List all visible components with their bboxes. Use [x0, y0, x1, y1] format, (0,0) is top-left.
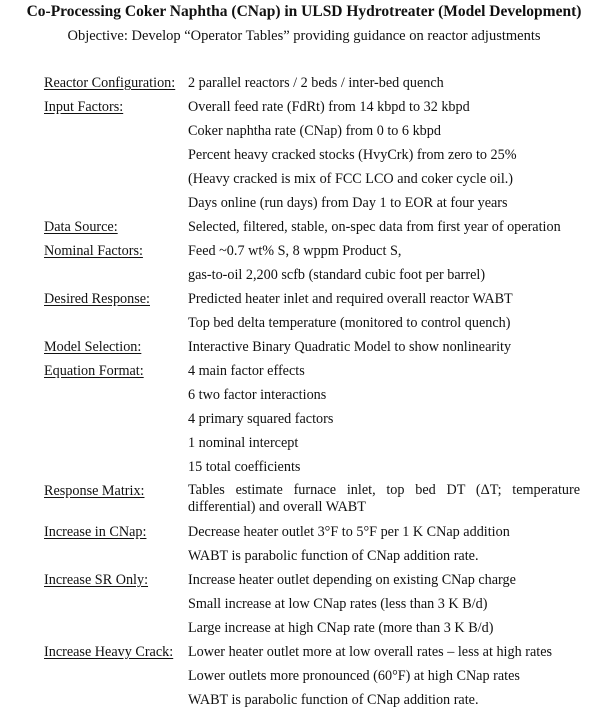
- section-value: Increase heater outlet depending on existing CNap charge: [188, 572, 516, 588]
- section-value: WABT is parabolic function of CNap addition rate.: [188, 548, 479, 564]
- section-label: Desired Response:: [44, 291, 150, 307]
- section-label: Equation Format:: [44, 363, 144, 379]
- section-value: Feed ~0.7 wt% S, 8 wppm Product S,: [188, 243, 402, 259]
- section-value: 4 main factor effects: [188, 363, 305, 379]
- section-value: 2 parallel reactors / 2 beds / inter-bed quench: [188, 75, 444, 91]
- section-value: Decrease heater outlet 3°F to 5°F per 1 K CNap addition: [188, 524, 510, 540]
- section-value: Lower heater outlet more at low overall rates – less at high rates: [188, 644, 553, 660]
- section-value: 1 nominal intercept: [188, 435, 299, 451]
- section-value: Selected, filtered, stable, on-spec data from first year of operation: [188, 219, 561, 235]
- section-value: 15 total coefficients: [188, 459, 301, 475]
- section-value: Tables estimate furnace inlet, top bed DT (ΔT; temperature differential) and overall WABT: [188, 482, 580, 515]
- section-value: 4 primary squared factors: [188, 411, 334, 427]
- section-label: Input Factors:: [44, 99, 124, 115]
- section-label: Response Matrix:: [44, 483, 145, 499]
- section-value: Small increase at low CNap rates (less than 3 K B/d): [188, 596, 488, 612]
- section-label: Increase in CNap:: [44, 524, 147, 540]
- section-label: Increase Heavy Crack:: [44, 644, 174, 660]
- document-title: Co-Processing Coker Naphtha (CNap) in ULSD Hydrotreater (Model Development): [26, 3, 582, 20]
- section-label: Reactor Configuration:: [44, 75, 176, 91]
- section-label: Increase SR Only:: [44, 572, 149, 588]
- section-label: Data Source:: [44, 219, 118, 235]
- section-value: Percent heavy cracked stocks (HvyCrk) from zero to 25%: [188, 147, 517, 163]
- section-value: Large increase at high CNap rate (more than 3 K B/d): [188, 620, 494, 636]
- document-objective: Objective: Develop “Operator Tables” providing guidance on reactor adjustments: [67, 28, 541, 44]
- section-value: Coker naphtha rate (CNap) from 0 to 6 kbpd: [188, 123, 441, 139]
- section-label: Model Selection:: [44, 339, 142, 355]
- section-value: WABT is parabolic function of CNap addition rate.: [188, 692, 479, 708]
- section-value: Interactive Binary Quadratic Model to show nonlinearity: [188, 339, 512, 355]
- section-value: (Heavy cracked is mix of FCC LCO and coker cycle oil.): [188, 171, 514, 187]
- section-value: Lower outlets more pronounced (60°F) at high CNap rates: [188, 668, 520, 684]
- section-value: 6 two factor interactions: [188, 387, 327, 403]
- section-value: Top bed delta temperature (monitored to control quench): [188, 315, 511, 331]
- section-value: Overall feed rate (FdRt) from 14 kbpd to 32 kbpd: [188, 99, 470, 115]
- section-value: gas-to-oil 2,200 scfb (standard cubic foot per barrel): [188, 267, 486, 283]
- section-value: Days online (run days) from Day 1 to EOR at four years: [188, 195, 508, 211]
- section-label: Nominal Factors:: [44, 243, 143, 259]
- section-value: Predicted heater inlet and required overall reactor WABT: [188, 291, 513, 307]
